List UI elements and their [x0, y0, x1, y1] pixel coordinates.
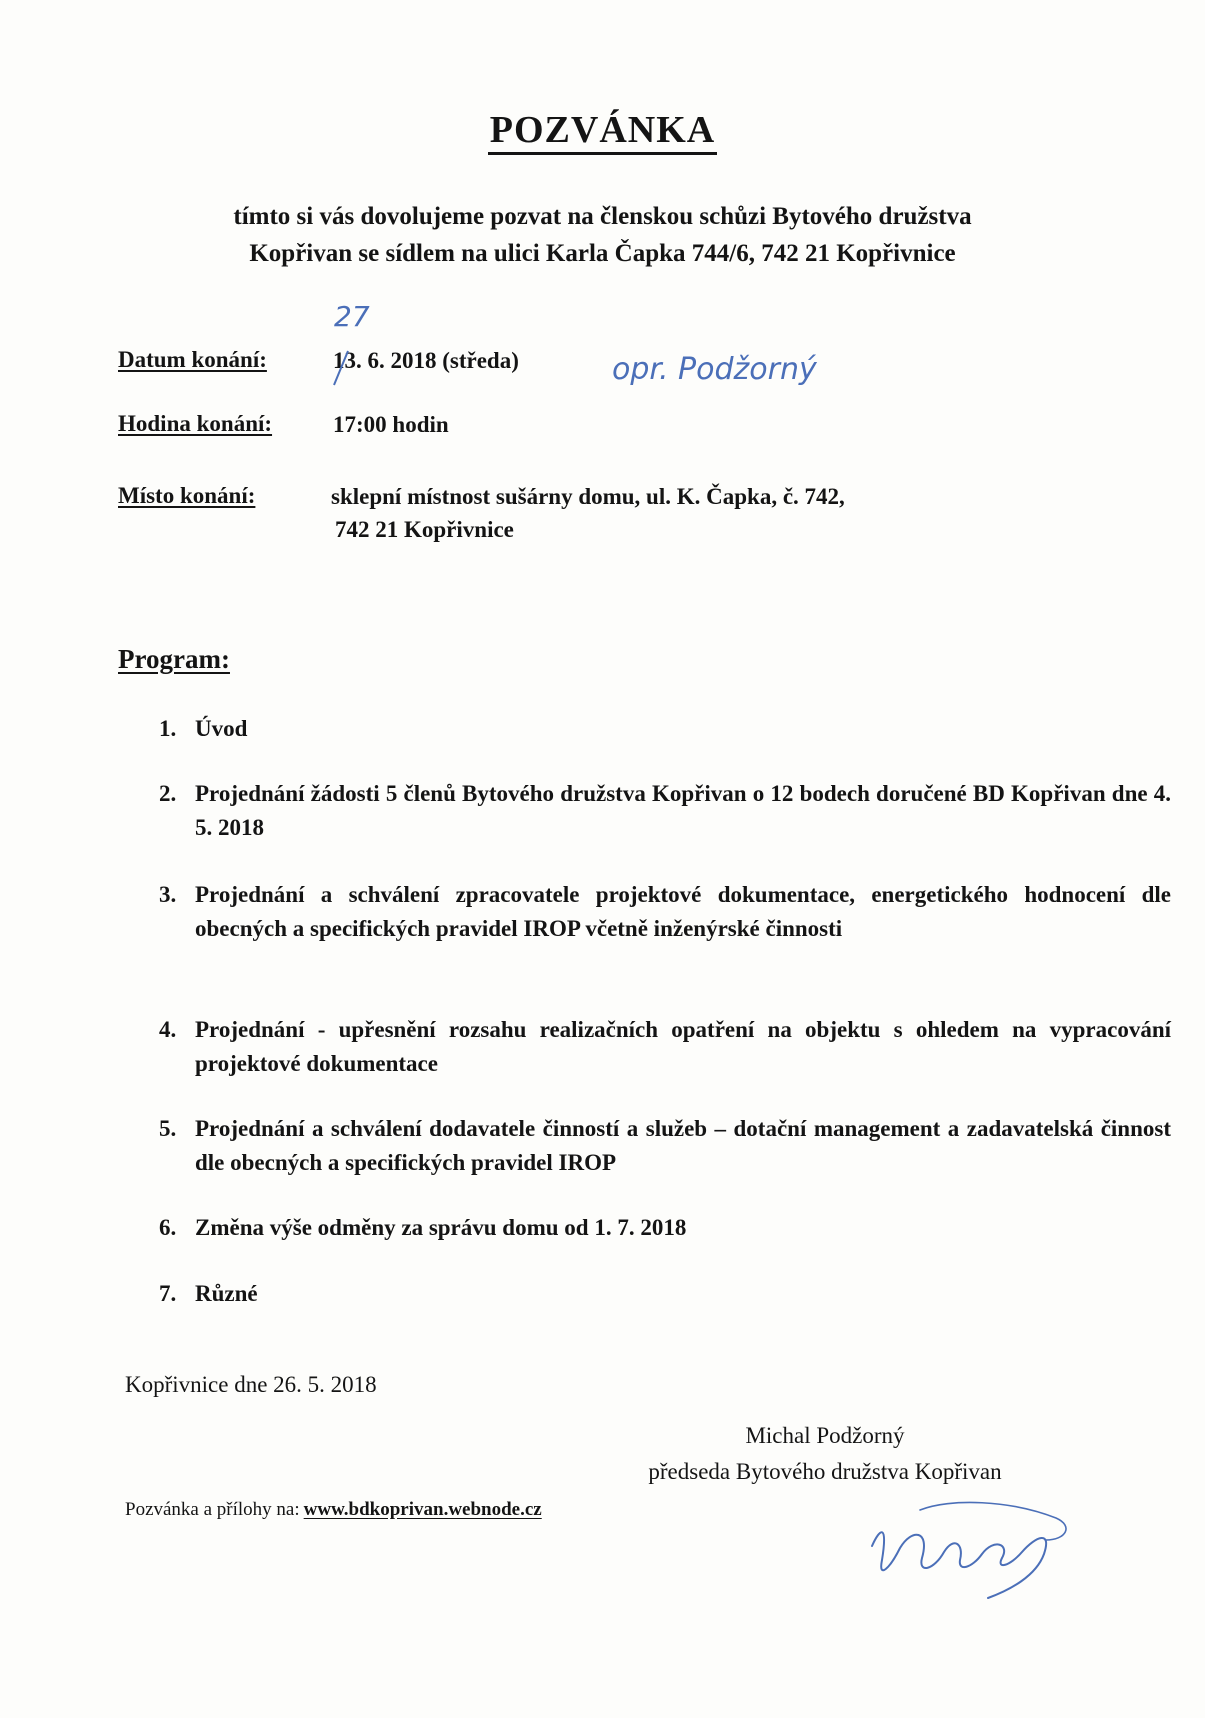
program-item	[159, 878, 1171, 946]
program-item	[159, 1013, 1171, 1081]
item-number: 7.	[159, 1281, 177, 1306]
item-number: 6.	[159, 1215, 177, 1240]
signer-name: Michal Podžorný	[745, 1423, 905, 1448]
program-item	[159, 1112, 1171, 1180]
program-item	[159, 1211, 1171, 1245]
website-link[interactable]: www.bdkoprivan.webnode.cz	[303, 1499, 542, 1520]
strike-mark	[330, 347, 352, 389]
item-text: Projednání - upřesnění rozsahu realizačních opatření na objektu s ohledem na vypracování projektové dokumentace	[195, 1017, 1171, 1076]
place-value	[331, 480, 845, 546]
item-text: Projednání a schválení dodavatele činností a služeb – dotační management a zadavatelská činnost dle obecných a specifických pravidel IROP	[195, 1116, 1171, 1175]
date-label: Datum konání:	[118, 347, 267, 372]
document-title: POZVÁNKA	[0, 108, 1205, 152]
correction-note: opr. Podžorný	[612, 352, 817, 387]
intro-paragraph	[0, 198, 1205, 272]
program-item	[159, 777, 1171, 845]
item-text: Úvod	[195, 716, 248, 741]
intro-line-2: Kopřivan se sídlem na ulici Karla Čapka 744/6, 742 21 Kopřivnice	[249, 240, 956, 267]
item-text: Různé	[195, 1281, 258, 1306]
item-text: Projednání a schválení zpracovatele projektové dokumentace, energetického hodnocení dle obecných a specifických pravidel IROP včetně inženýrské činnosti	[195, 882, 1171, 941]
place-line-2: 742 21 Kopřivnice	[335, 517, 514, 542]
signer-role: předseda Bytového družstva Kopřivan	[648, 1459, 1002, 1484]
place-label: Místo konání:	[118, 483, 256, 508]
place-and-date: Kopřivnice dne 26. 5. 2018	[125, 1372, 377, 1397]
date-correction: 27	[334, 300, 370, 333]
date-value: 13. 6. 2018 (středa)	[333, 348, 519, 373]
links-label: Pozvánka a přílohy na:	[125, 1499, 300, 1520]
handwritten-signature	[860, 1488, 1100, 1603]
item-number: 2.	[159, 781, 177, 806]
intro-line-1: tímto si vás dovolujeme pozvat na členskou schůzi Bytového družstva	[233, 203, 972, 230]
program-heading: Program:	[118, 644, 230, 674]
place-line-1: sklepní místnost sušárny domu, ul. K. Čapka, č. 742,	[331, 484, 845, 509]
item-text: Změna výše odměny za správu domu od 1. 7. 2018	[195, 1215, 687, 1240]
time-value: 17:00 hodin	[333, 412, 449, 437]
time-label: Hodina konání:	[118, 411, 273, 436]
item-number: 1.	[159, 716, 177, 741]
item-number: 5.	[159, 1116, 177, 1141]
program-item	[159, 712, 1171, 746]
program-item	[159, 1277, 1171, 1311]
item-number: 4.	[159, 1017, 177, 1042]
item-number: 3.	[159, 882, 177, 907]
attachments-note	[125, 1499, 542, 1521]
item-text: Projednání žádosti 5 členů Bytového družstva Kopřivan o 12 bodech doručené BD Kopřivan dne 4. 5. 2018	[195, 781, 1171, 840]
